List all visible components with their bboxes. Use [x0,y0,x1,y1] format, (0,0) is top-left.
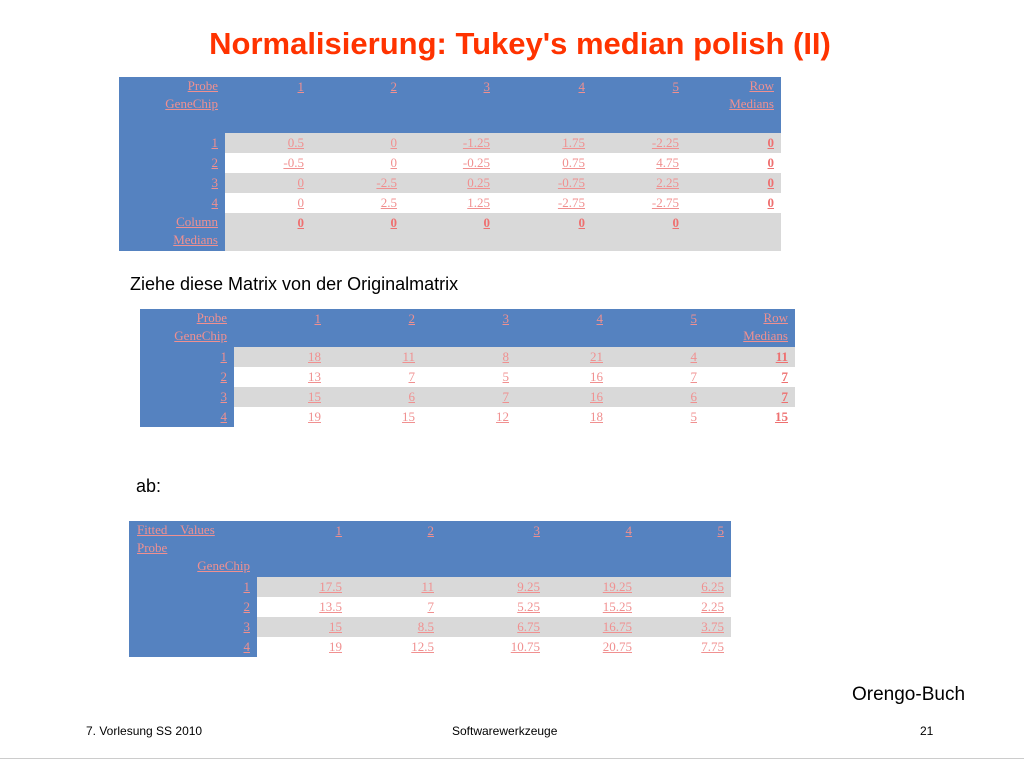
row-medians-header[interactable]: Row Medians [704,309,795,347]
footer-center: Softwarewerkzeuge [452,724,558,738]
cell[interactable]: 11 [328,347,422,367]
cell[interactable]: 0 [225,193,311,213]
cell[interactable]: 3.75 [639,617,731,637]
cell[interactable]: 0.25 [404,173,497,193]
table-row [140,387,795,407]
row-label[interactable]: 3 [140,387,234,407]
cell[interactable]: 17.5 [257,577,349,597]
col-header[interactable]: 3 [404,77,497,133]
cell[interactable]: 21 [516,347,610,367]
cell[interactable]: 7 [610,367,704,387]
cell[interactable]: 19 [257,637,349,657]
cell[interactable]: 6.75 [441,617,547,637]
col-header[interactable]: 2 [349,521,441,577]
fitted-table [129,521,731,657]
column-medians-row [119,213,781,251]
row-label[interactable]: 1 [129,577,257,597]
column-medians-label[interactable]: Column Medians [119,213,225,251]
row-label[interactable]: 1 [140,347,234,367]
col-header[interactable]: 5 [610,309,704,347]
caption-subtract: Ziehe diese Matrix von der Originalmatrix [130,274,459,294]
cell[interactable]: 10.75 [441,637,547,657]
cell[interactable]: 15 [257,617,349,637]
row-median[interactable]: 0 [686,153,781,173]
row-label[interactable]: 4 [119,193,225,213]
col-header[interactable]: 2 [311,77,404,133]
table-row [119,133,781,153]
table-row [129,577,731,597]
fitted-header-row [129,521,731,577]
col-header[interactable]: 3 [441,521,547,577]
row-label[interactable]: 4 [129,637,257,657]
row-label[interactable]: 1 [119,133,225,153]
table-row [140,407,795,427]
row-median[interactable]: 0 [686,193,781,213]
table-row [140,347,795,367]
footer-left: 7. Vorlesung SS 2010 [86,724,203,738]
cell[interactable]: 19 [234,407,328,427]
header-fitted-values[interactable]: Fitted Values Probe GeneChip [129,521,257,577]
row-median[interactable]: 0 [686,133,781,153]
cell[interactable]: 9.25 [441,577,547,597]
column-median[interactable]: 0 [592,213,686,251]
footer-page-number: 21 [920,724,934,738]
cell[interactable]: 8.5 [349,617,441,637]
col-header[interactable]: 4 [516,309,610,347]
table-row [140,367,795,387]
col-header[interactable]: 5 [639,521,731,577]
cell[interactable]: 5 [422,367,516,387]
cell[interactable]: -2.25 [592,133,686,153]
cell[interactable]: -0.75 [497,173,592,193]
row-median[interactable]: 0 [686,173,781,193]
original-table [140,309,795,427]
table-row [119,193,781,213]
row-label[interactable]: 4 [140,407,234,427]
cell[interactable]: 20.75 [547,637,639,657]
cell[interactable]: 11 [349,577,441,597]
col-header[interactable]: 5 [592,77,686,133]
cell[interactable]: 6 [610,387,704,407]
col-header[interactable]: 4 [497,77,592,133]
cell[interactable]: -2.75 [592,193,686,213]
table-row [129,617,731,637]
row-median[interactable]: 7 [704,367,795,387]
cell[interactable]: 12 [422,407,516,427]
col-header[interactable]: 4 [547,521,639,577]
residual-table [119,77,781,251]
cell[interactable]: 18 [516,407,610,427]
table-row [129,637,731,657]
cell[interactable]: 0.5 [225,133,311,153]
cell[interactable]: -2.75 [497,193,592,213]
cell[interactable]: 15.25 [547,597,639,617]
empty-cell [686,213,781,251]
cell[interactable]: 16.75 [547,617,639,637]
col-header[interactable]: 1 [234,309,328,347]
cell[interactable]: 19.25 [547,577,639,597]
column-median[interactable]: 0 [404,213,497,251]
cell[interactable]: 1.75 [497,133,592,153]
original-header-row [140,309,795,347]
col-header[interactable]: 1 [257,521,349,577]
slide-title: Normalisierung: Tukey's median polish (II) [209,26,831,61]
col-header[interactable]: 3 [422,309,516,347]
cell[interactable]: 12.5 [349,637,441,657]
cell[interactable]: 7 [349,597,441,617]
cell[interactable]: 7.75 [639,637,731,657]
cell[interactable]: 2.25 [639,597,731,617]
source-citation: Orengo-Buch [852,684,966,705]
cell[interactable]: 13 [234,367,328,387]
cell[interactable]: 0.75 [497,153,592,173]
header-probe-genechip[interactable]: Probe GeneChip [140,309,234,347]
cell[interactable]: 1.25 [404,193,497,213]
cell[interactable]: 8 [422,347,516,367]
column-median[interactable]: 0 [311,213,404,251]
cell[interactable]: 13.5 [257,597,349,617]
row-label[interactable]: 2 [140,367,234,387]
table-row [119,173,781,193]
row-medians-header[interactable]: Row Medians [686,77,781,133]
col-header[interactable]: 2 [328,309,422,347]
row-median[interactable]: 7 [704,387,795,407]
cell[interactable]: 4 [610,347,704,367]
col-header[interactable]: 1 [225,77,311,133]
row-label[interactable]: 3 [119,173,225,193]
residual-header-row [119,77,781,133]
cell[interactable]: -0.25 [404,153,497,173]
cell[interactable]: 2.25 [592,173,686,193]
cell[interactable]: 6 [328,387,422,407]
row-label[interactable]: 2 [119,153,225,173]
cell[interactable]: 7 [328,367,422,387]
cell[interactable]: -1.25 [404,133,497,153]
cell[interactable]: 4.75 [592,153,686,173]
cell[interactable]: 6.25 [639,577,731,597]
cell[interactable]: 2.5 [311,193,404,213]
cell[interactable]: 0 [311,153,404,173]
cell[interactable]: -0.5 [225,153,311,173]
header-probe-genechip[interactable]: Probe GeneChip [119,77,225,133]
cell[interactable]: -2.5 [311,173,404,193]
footer-divider [0,758,1024,759]
cell[interactable]: 0 [311,133,404,153]
caption-ab: ab: [136,476,162,496]
cell[interactable]: 16 [516,367,610,387]
row-median[interactable]: 15 [704,407,795,427]
row-median[interactable]: 11 [704,347,795,367]
table-row [129,597,731,617]
row-label[interactable]: 3 [129,617,257,637]
cell[interactable]: 5.25 [441,597,547,617]
column-median[interactable]: 0 [497,213,592,251]
cell[interactable]: 16 [516,387,610,407]
table-row [119,153,781,173]
cell[interactable]: 0 [225,173,311,193]
cell[interactable]: 15 [234,387,328,407]
cell[interactable]: 18 [234,347,328,367]
cell[interactable]: 15 [328,407,422,427]
row-label[interactable]: 2 [129,597,257,617]
column-median[interactable]: 0 [225,213,311,251]
cell[interactable]: 7 [422,387,516,407]
cell[interactable]: 5 [610,407,704,427]
